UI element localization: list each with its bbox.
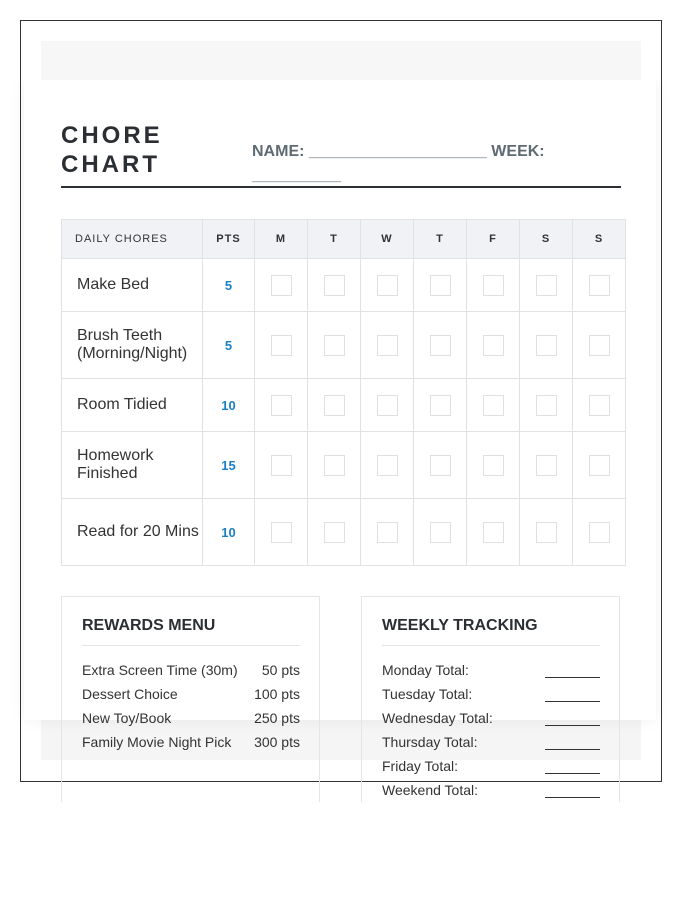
tracking-label: Friday Total: [382, 758, 458, 774]
total-blank[interactable] [545, 733, 600, 750]
reward-cost: 100 pts [254, 686, 300, 702]
reward-label: New Toy/Book [82, 710, 172, 726]
total-blank[interactable] [545, 685, 600, 702]
rewards-divider [82, 645, 300, 646]
total-blank[interactable] [545, 709, 600, 726]
tracking-label: Weekend Total: [382, 782, 478, 798]
tracking-item [382, 733, 600, 757]
col-pts: PTS [203, 220, 255, 259]
reward-label: Family Movie Night Pick [82, 734, 232, 750]
col-saturday: S [520, 220, 573, 259]
chore-name: Read for 20 Mins [62, 499, 203, 566]
tracking-label: Thursday Total: [382, 734, 478, 750]
total-blank[interactable] [545, 661, 600, 678]
tracking-item [382, 757, 600, 781]
col-daily-chores: DAILY CHORES [62, 220, 203, 259]
reward-item [82, 733, 300, 757]
tracking-title: WEEKLY TRACKING [382, 617, 538, 634]
title-line-2: CHART [61, 151, 160, 178]
col-tuesday: T [308, 220, 361, 259]
tracking-item [382, 661, 600, 685]
chore-name: Brush Teeth (Morning/Night) [62, 312, 203, 379]
tracking-panel [361, 596, 620, 802]
chore-points: 15 [203, 432, 255, 499]
title-line-1: CHORE [61, 122, 163, 149]
reward-cost: 250 pts [254, 710, 300, 726]
name-week-fields: NAME: ____________________ WEEK: __________ [252, 143, 545, 184]
chore-name: Make Bed [62, 259, 203, 312]
tracking-item [382, 781, 600, 802]
total-blank[interactable] [545, 781, 600, 798]
col-thursday: T [414, 220, 467, 259]
col-friday: F [467, 220, 520, 259]
reward-label: Extra Screen Time (30m) [82, 662, 238, 678]
rewards-panel [61, 596, 320, 802]
chore-name: Room Tidied [62, 379, 203, 432]
reward-item [82, 685, 300, 709]
chore-points: 5 [203, 259, 255, 312]
col-sunday: S [573, 220, 626, 259]
reward-item [82, 709, 300, 733]
chore-points: 10 [203, 379, 255, 432]
chore-points: 5 [203, 312, 255, 379]
tracking-item [382, 685, 600, 709]
tracking-label: Wednesday Total: [382, 710, 493, 726]
col-monday: M [255, 220, 308, 259]
chore-name: Homework Finished [62, 432, 203, 499]
tracking-label: Tuesday Total: [382, 686, 473, 702]
tracking-label: Monday Total: [382, 662, 469, 678]
reward-cost: 300 pts [254, 734, 300, 750]
chore-points: 10 [203, 499, 255, 566]
tracking-divider [382, 645, 600, 646]
total-blank[interactable] [545, 757, 600, 774]
reward-label: Dessert Choice [82, 686, 178, 702]
tracking-item [382, 709, 600, 733]
reward-cost: 50 pts [261, 662, 300, 678]
rewards-title: REWARDS MENU [82, 617, 216, 634]
reward-item [82, 661, 300, 685]
col-wednesday: W [361, 220, 414, 259]
